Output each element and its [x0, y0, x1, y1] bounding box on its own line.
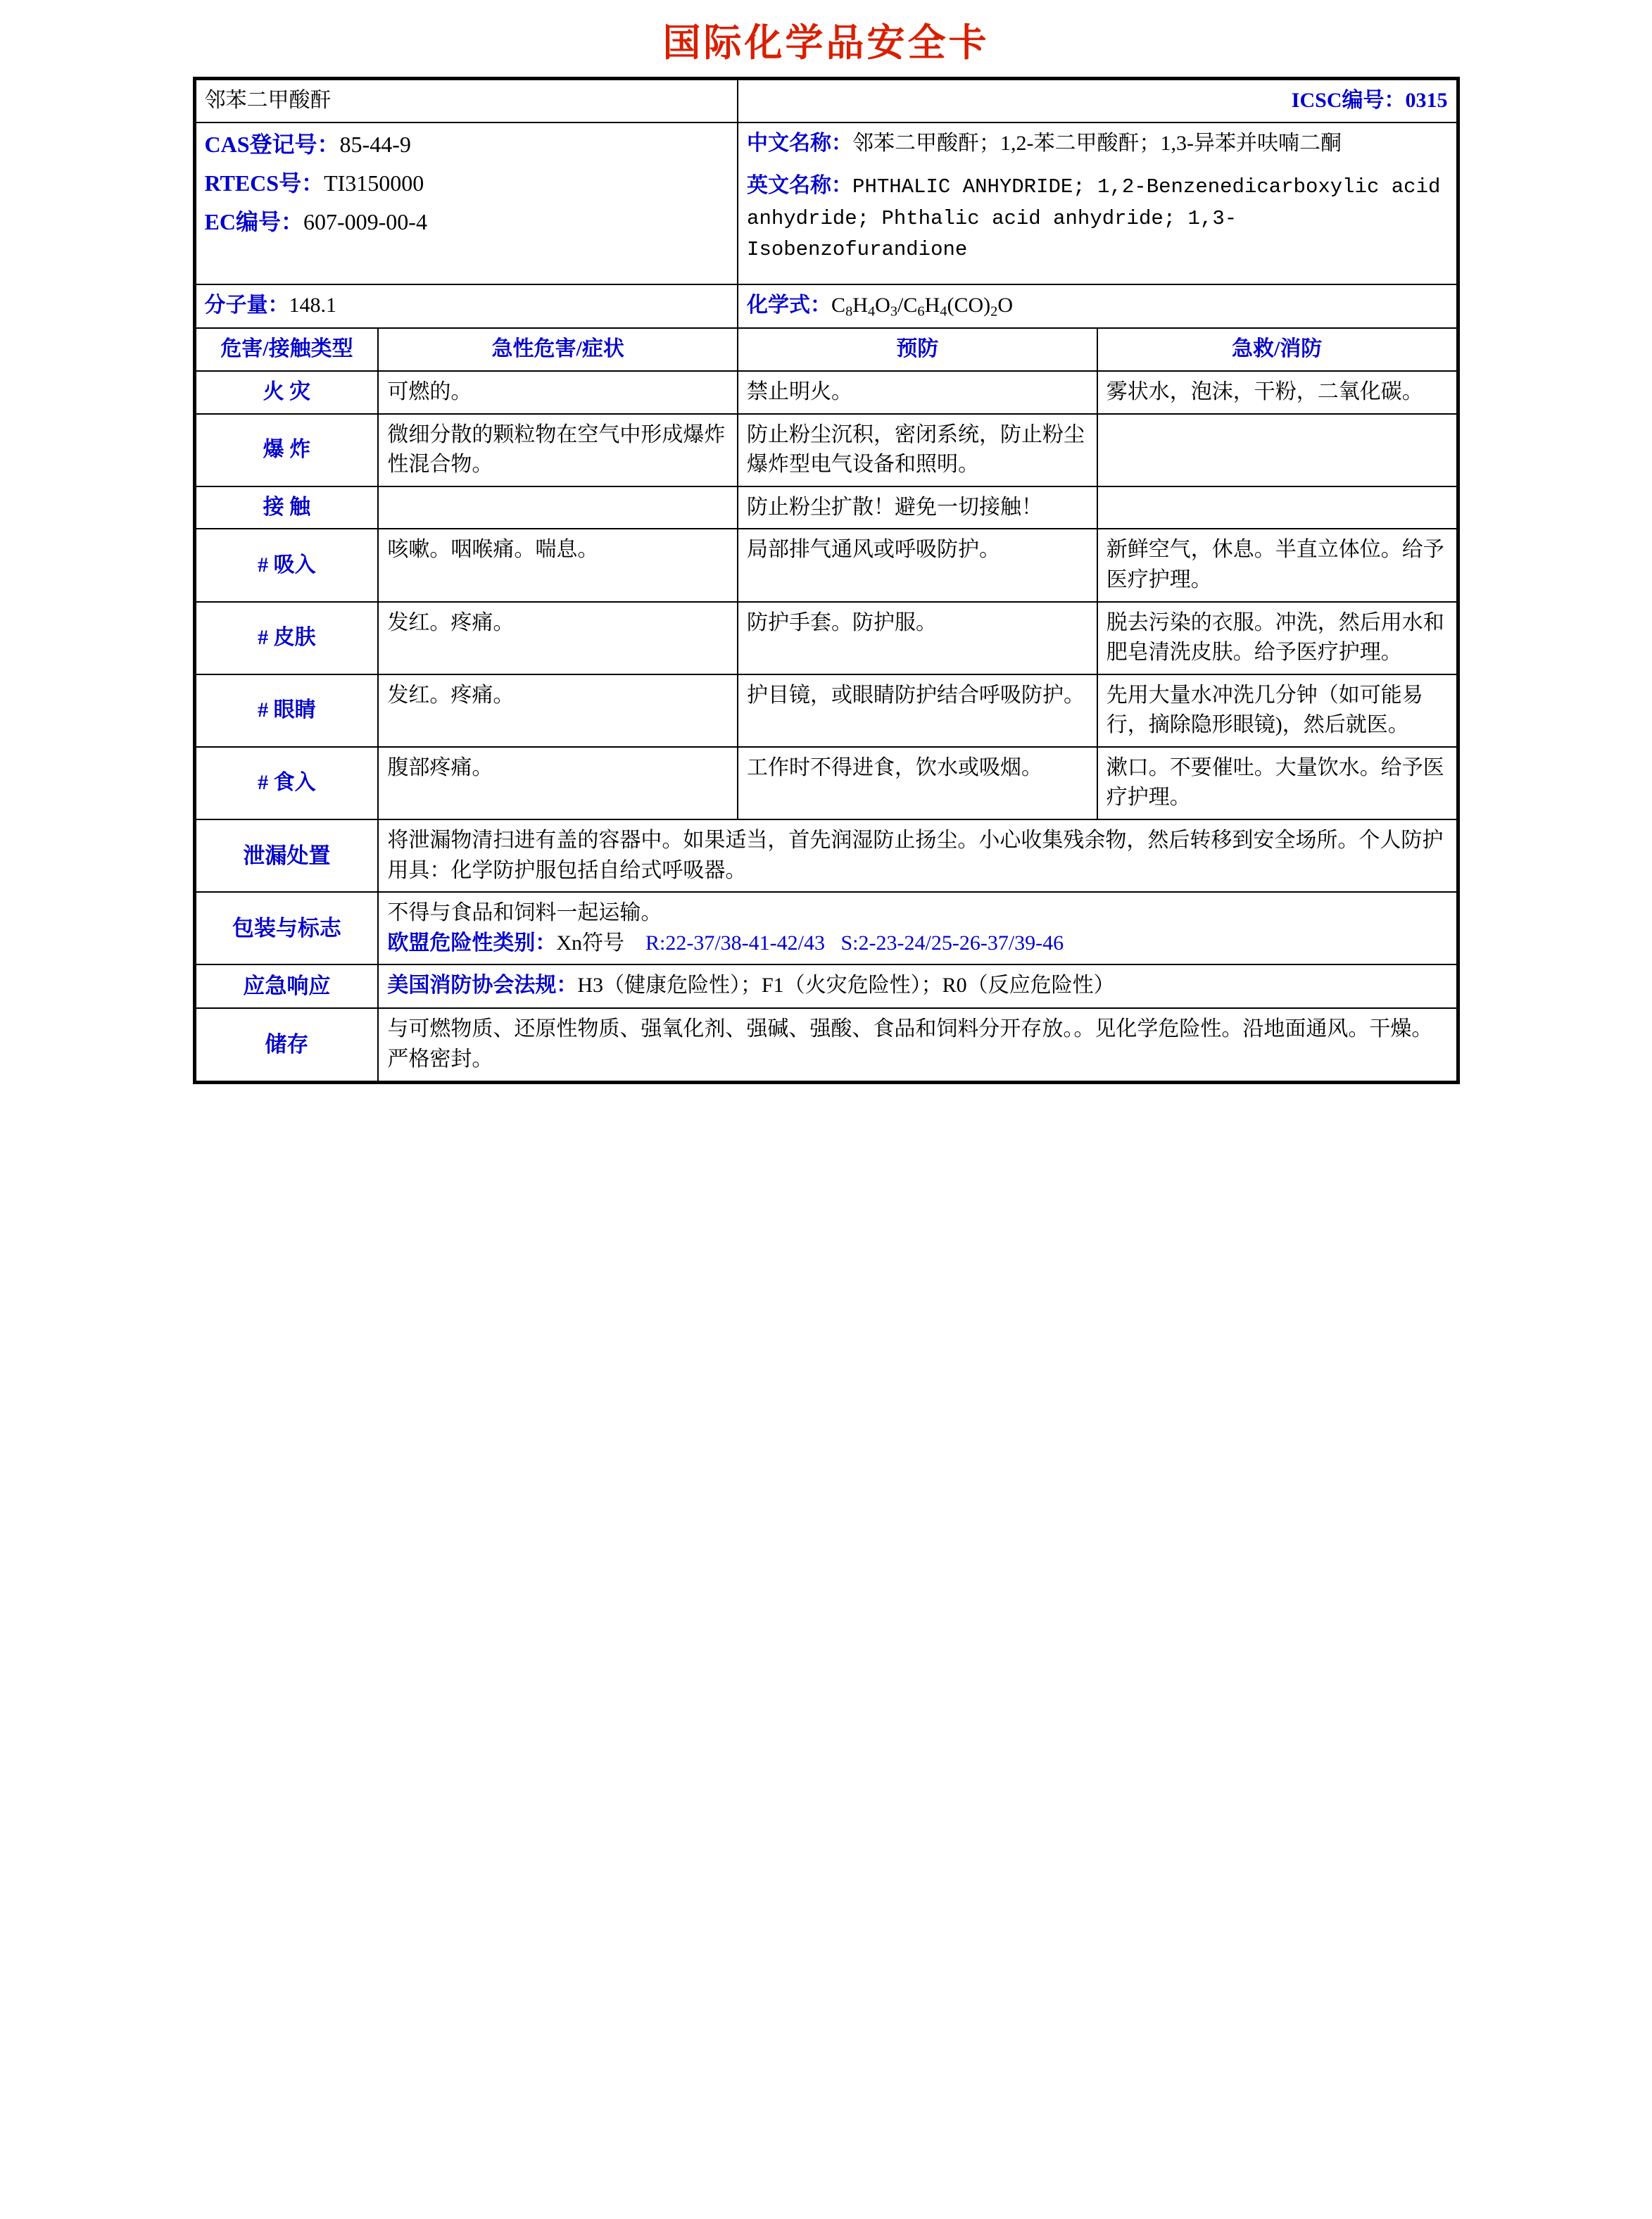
formula-part: H — [924, 293, 940, 317]
explosion-prevention: 防止粉尘沉积，密闭系统，防止粉尘爆炸型电气设备和照明。 — [738, 414, 1097, 486]
identification-row — [196, 122, 1457, 284]
r-phrases: R:22-37/38-41-42/43 — [645, 931, 825, 955]
ingestion-acute: 腹部疼痛。 — [378, 747, 738, 819]
ec-line — [205, 206, 729, 238]
eyes-prevention: 护目镜，或眼睛防护结合呼吸防护。 — [738, 674, 1097, 747]
row-label-skin: # 皮肤 — [196, 602, 379, 674]
chemical-formula-label: 化学式： — [747, 293, 832, 317]
column-header-firstaid: 急救/消防 — [1097, 328, 1457, 371]
table-row — [196, 602, 1457, 674]
inhalation-firstaid: 新鲜空气，休息。半直立体位。给予医疗护理。 — [1097, 529, 1457, 601]
row-label-explosion: 爆 炸 — [196, 414, 379, 486]
table-row — [196, 529, 1457, 601]
icsc-table — [195, 79, 1458, 1082]
packaging-text — [378, 892, 1456, 964]
storage-text: 与可燃物质、还原性物质、强氧化剂、强碱、强酸、食品和饲料分开存放。。见化学危险性。沿地面通风。干燥。严格密封。 — [378, 1008, 1456, 1081]
table-row — [196, 371, 1457, 414]
explosion-acute: 微细分散的颗粒物在空气中形成爆炸性混合物。 — [378, 414, 738, 486]
table-row — [196, 747, 1457, 819]
english-name-value: PHTHALIC ANHYDRIDE; 1,2-Benzenedicarboxylic acid anhydride; Phthalic acid anhydride; 1,3-Isobenzofurandione — [747, 175, 1441, 262]
spillage-text: 将泄漏物清扫进有盖的容器中。如果适当，首先润湿防止扬尘。小心收集残余物，然后转移到安全场所。个人防护用具：化学防护服包括自给式呼吸器。 — [378, 819, 1456, 892]
card-header-row — [196, 80, 1457, 122]
explosion-firstaid — [1097, 414, 1457, 486]
fire-prevention: 禁止明火。 — [738, 371, 1097, 414]
storage-row — [196, 1008, 1457, 1081]
formula-sub: 3 — [890, 303, 898, 320]
row-label-storage: 储存 — [196, 1008, 379, 1081]
row-label-spillage: 泄漏处置 — [196, 819, 379, 892]
eyes-firstaid: 先用大量水冲洗几分钟（如可能易行，摘除隐形眼镜)，然后就医。 — [1097, 674, 1457, 747]
fire-firstaid: 雾状水，泡沫，干粉，二氧化碳。 — [1097, 371, 1457, 414]
column-header-prevention: 预防 — [738, 328, 1097, 371]
exposure-prevention: 防止粉尘扩散！避免一切接触！ — [738, 486, 1097, 529]
ingestion-prevention: 工作时不得进食，饮水或吸烟。 — [738, 747, 1097, 819]
chinese-name-line — [747, 129, 1447, 159]
icsc-number-cell — [738, 80, 1456, 122]
column-header-acute-hazards: 急性危害/症状 — [378, 328, 738, 371]
nfpa-label: 美国消防协会法规： — [387, 974, 578, 998]
chemical-formula-cell — [738, 284, 1456, 329]
formula-sub: 6 — [917, 303, 925, 320]
inhalation-acute: 咳嗽。咽喉痛。喘息。 — [378, 529, 738, 601]
rtecs-line — [205, 168, 729, 199]
formula-part: /C — [897, 293, 918, 317]
formula-part: C — [831, 293, 846, 317]
cas-line — [205, 129, 729, 161]
ec-label: EC编号： — [204, 209, 303, 235]
formula-row — [196, 284, 1457, 329]
exposure-firstaid — [1097, 486, 1457, 529]
emergency-row — [196, 964, 1457, 1008]
fire-acute: 可燃的。 — [378, 371, 738, 414]
formula-part: O — [997, 293, 1013, 317]
icsc-label: ICSC编号： — [1291, 89, 1406, 112]
molecular-weight-cell — [196, 284, 738, 329]
identifiers-block — [196, 122, 738, 284]
spillage-row — [196, 819, 1457, 892]
ec-value: 607-009-00-4 — [303, 209, 427, 235]
skin-acute: 发红。疼痛。 — [378, 602, 738, 674]
substance-name: 邻苯二甲酸酐 — [196, 80, 738, 122]
eyes-acute: 发红。疼痛。 — [378, 674, 738, 747]
eu-class-value: Xn符号 — [556, 931, 624, 955]
ingestion-firstaid: 漱口。不要催吐。大量饮水。给予医疗护理。 — [1097, 747, 1457, 819]
packaging-eu-line — [387, 929, 1447, 959]
row-label-packaging: 包装与标志 — [196, 892, 379, 964]
chinese-name-value: 邻苯二甲酸酐；1,2-苯二甲酸酐；1,3-异苯并呋喃二酮 — [852, 131, 1342, 155]
skin-firstaid: 脱去污染的衣服。冲洗，然后用水和肥皂清洗皮肤。给予医疗护理。 — [1097, 602, 1457, 674]
chinese-name-label: 中文名称： — [747, 131, 853, 155]
table-row — [196, 674, 1457, 747]
chemical-formula-value — [831, 293, 1013, 320]
column-header-hazard-type: 危害/接触类型 — [196, 328, 379, 371]
row-label-inhalation: # 吸入 — [196, 529, 379, 601]
molecular-weight-label: 分子量： — [204, 293, 289, 317]
formula-sub: 8 — [845, 303, 853, 320]
skin-prevention: 防护手套。防护服。 — [738, 602, 1097, 674]
column-header-row — [196, 328, 1457, 371]
english-name-line — [747, 171, 1447, 265]
rtecs-value: TI3150000 — [324, 170, 424, 196]
packaging-row — [196, 892, 1457, 964]
page-title: 国际化学品安全卡 — [662, 22, 990, 64]
row-label-eyes: # 眼睛 — [196, 674, 379, 747]
formula-part: O — [875, 293, 890, 317]
table-row — [196, 486, 1457, 529]
formula-part: H — [852, 293, 868, 317]
inhalation-prevention: 局部排气通风或呼吸防护。 — [738, 529, 1097, 601]
nfpa-value: H3（健康危险性）；F1（火灾危险性）；R0（反应危险性） — [577, 974, 1115, 998]
formula-sub: 2 — [990, 303, 998, 320]
row-label-fire: 火 灾 — [196, 371, 379, 414]
formula-sub: 4 — [867, 303, 876, 320]
icsc-card — [193, 77, 1460, 1084]
cas-value: 85-44-9 — [339, 131, 411, 157]
exposure-acute — [378, 486, 738, 529]
eu-class-label: 欧盟危险性类别： — [387, 931, 557, 955]
names-block — [738, 122, 1456, 284]
formula-sub: 4 — [940, 303, 947, 320]
row-label-ingestion: # 食入 — [196, 747, 379, 819]
icsc-value: 0315 — [1405, 89, 1448, 112]
emergency-text — [378, 964, 1456, 1008]
page-bottom-space — [0, 1084, 1652, 1352]
table-row — [196, 414, 1457, 486]
row-label-exposure: 接 触 — [196, 486, 379, 529]
rtecs-label: RTECS号： — [204, 170, 324, 196]
s-phrases: S:2-23-24/25-26-37/39-46 — [840, 931, 1064, 955]
molecular-weight-value: 148.1 — [289, 293, 336, 317]
english-name-label: 英文名称： — [747, 174, 853, 198]
packaging-line1: 不得与食品和饲料一起运输。 — [387, 901, 662, 925]
row-label-emergency: 应急响应 — [196, 964, 379, 1008]
cas-label: CAS登记号： — [204, 131, 340, 157]
formula-part: (CO) — [947, 293, 991, 317]
